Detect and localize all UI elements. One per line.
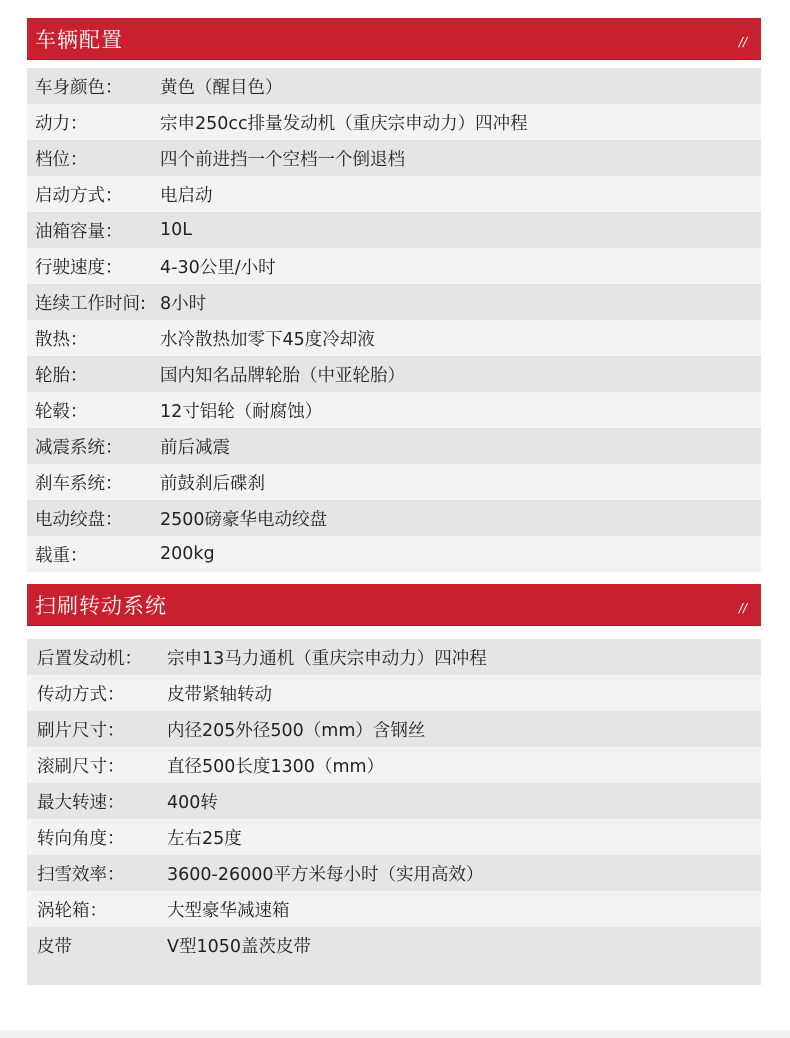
- table-row: [27, 68, 761, 104]
- spec-label: 轮胎：: [35, 365, 88, 386]
- spec-value: 4-30公里/小时: [160, 257, 276, 278]
- spec-value: 水冷散热加零下45度冷却液: [160, 329, 375, 350]
- spec-value: 皮带紧轴转动: [167, 684, 272, 705]
- table-row: [27, 675, 761, 711]
- spec-value: 直径500长度1300（mm）: [167, 756, 385, 777]
- spec-label: 启动方式：: [35, 185, 123, 206]
- spec-label: 刷片尺寸：: [37, 720, 125, 741]
- spec-value: 宗申250cc排量发动机（重庆宗申动力）四冲程: [160, 113, 528, 134]
- spec-label: 扫雪效率：: [37, 864, 125, 885]
- spec-label: 轮毂：: [35, 401, 88, 422]
- table-row: [27, 176, 761, 212]
- decorative-slash-icon: //: [738, 600, 747, 615]
- spec-value: 宗申13马力通机（重庆宗申动力）四冲程: [167, 648, 487, 669]
- table-row: [27, 464, 761, 500]
- table-row: [27, 356, 761, 392]
- spec-label: 刹车系统：: [35, 473, 123, 494]
- spec-label: 行驶速度：: [35, 257, 123, 278]
- spec-value: 前鼓刹后碟刹: [160, 473, 265, 494]
- table-row: [27, 783, 761, 819]
- spec-label: 动力：: [35, 113, 88, 134]
- section-title: 扫刷转动系统: [35, 593, 167, 618]
- spec-value: 400转: [167, 792, 218, 813]
- table-row: [27, 819, 761, 855]
- spec-value: 3600-26000平方米每小时（实用高效）: [167, 864, 484, 885]
- spec-value: V型1050盖茨皮带: [167, 936, 312, 957]
- spec-value: 四个前进挡一个空档一个倒退档: [160, 149, 405, 170]
- table-row: [27, 392, 761, 428]
- spec-table: [27, 639, 761, 963]
- spec-label: 涡轮箱：: [37, 900, 107, 921]
- spec-value: 8小时: [160, 293, 207, 314]
- spec-label: 后置发动机：: [37, 648, 142, 669]
- decorative-slash-icon: //: [738, 34, 747, 49]
- page-footer-band: [0, 1030, 790, 1038]
- spec-value: 200kg: [160, 544, 215, 564]
- table-row: [27, 855, 761, 891]
- spec-value: 2500磅豪华电动绞盘: [160, 509, 328, 530]
- table-row: [27, 747, 761, 783]
- spec-label: 最大转速：: [37, 792, 125, 813]
- spec-label: 转向角度：: [37, 828, 125, 849]
- table-footer-filler: [27, 963, 761, 985]
- spec-value: 左右25度: [167, 828, 242, 849]
- section-vehicle-config: [27, 18, 761, 572]
- spec-label: 连续工作时间:: [35, 293, 146, 314]
- table-row: [27, 711, 761, 747]
- spec-label: 车身颜色：: [35, 77, 123, 98]
- section-header: [27, 584, 761, 626]
- section-brush-system: [27, 584, 761, 985]
- table-row: [27, 639, 761, 675]
- spec-label: 传动方式：: [37, 684, 125, 705]
- spec-value: 前后减震: [160, 437, 230, 458]
- spec-value: 国内知名品牌轮胎（中亚轮胎）: [160, 365, 405, 386]
- spec-value: 12寸铝轮（耐腐蚀）: [160, 401, 323, 422]
- table-row: [27, 104, 761, 140]
- spec-label: 电动绞盘：: [35, 509, 123, 530]
- table-row: [27, 284, 761, 320]
- table-row: [27, 320, 761, 356]
- spec-value: 电启动: [160, 185, 213, 206]
- spec-value: 大型豪华减速箱: [167, 900, 290, 921]
- table-row: [27, 140, 761, 176]
- spec-label: 滚刷尺寸：: [37, 756, 125, 777]
- table-row: [27, 500, 761, 536]
- spec-label: 皮带: [37, 936, 72, 957]
- spec-label: 减震系统：: [35, 437, 123, 458]
- spec-value: 10L: [160, 220, 193, 240]
- table-row: [27, 536, 761, 572]
- spec-label: 载重：: [35, 545, 88, 566]
- spec-label: 散热：: [35, 329, 88, 350]
- section-title: 车辆配置: [35, 27, 123, 52]
- spec-label: 档位：: [35, 149, 88, 170]
- table-row: [27, 212, 761, 248]
- section-header: [27, 18, 761, 60]
- table-row: [27, 248, 761, 284]
- spec-value: 黄色（醒目色）: [160, 77, 283, 98]
- spec-table: [27, 68, 761, 572]
- table-row: [27, 927, 761, 963]
- table-row: [27, 428, 761, 464]
- table-row: [27, 891, 761, 927]
- spec-value: 内径205外径500（mm）含钢丝: [167, 720, 426, 741]
- spec-label: 油箱容量：: [35, 221, 123, 242]
